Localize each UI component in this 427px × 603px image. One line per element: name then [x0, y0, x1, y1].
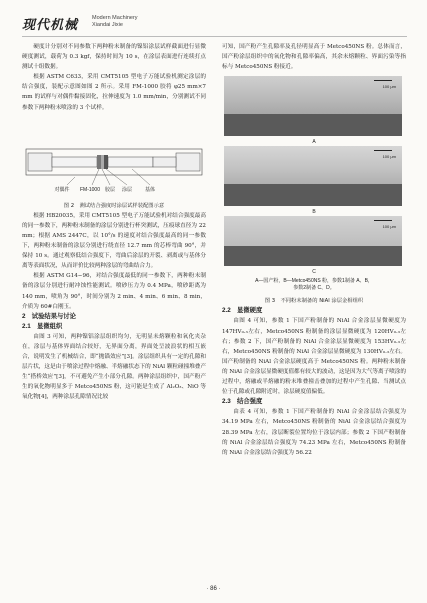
paragraph: 由表 4 可知，参数 1 下国产粉制备的 NiAl 合金涂层结合强度为 34.19 MPa 左右，Metco450NS 粉制备的 NiAl 合金涂层结合强度为 28.39 MPa 左右，涂层断裂位置均位于涂层内部；参数 2 下国产粉制备的 NiAl 合金涂层结合强度为 74.23 MPa 左右，Metco450NS 粉制备的 NiAl 合金涂层结合强度为 56.22: [222, 409, 406, 456]
subsection-heading: 2.2 显微硬度: [222, 307, 263, 315]
figure-3: [222, 74, 406, 296]
paragraph: 硬度计分别对不同参数下两种粉末制备的镍铝涂层试样截面进行显微硬度测试，载荷为 0.3 kgf，保持时间为 10 s，在涂层表面进行连续打点测试十组数据。: [22, 44, 206, 71]
right-column: [222, 42, 406, 458]
micrograph-c-label: C: [312, 269, 316, 276]
paragraph: 由图 3 可知，两种镍铝涂层组织均匀，无明显未熔颗粒和氧化夹杂在，涂层与基体界面结合较好，无界面分离，界面处呈波浪状的相互嵌合，说明发生了机械结合，即“抛锚效应”[3]。涂层组织具有一定的孔隙和层片状，这是由于喷涂过程中熔融、半熔融状态下的 NiAl 颗粒碰撞堆叠产生“搭桥效应”[3]，不可避免产生小部分孔隙。两种涂层组织中，国产粉产生的氧化物明显多于 Metco450NS 粉，这可能是生成了 Al₂O₃、NiO 等氧化物[4]，两种涂层孔隙情况比较: [22, 333, 206, 401]
micrograph-a-label: A: [312, 139, 316, 146]
subsection-heading: 2.3 结合强度: [222, 398, 263, 406]
figure-2: [22, 115, 206, 201]
page-number: · 86 ·: [206, 586, 221, 592]
journal-logo: 现代机械: [22, 18, 79, 33]
label-substrate: 基体: [144, 186, 155, 193]
figure-3-note: 参数2制备 C、D。: [293, 285, 335, 292]
paragraph: 根据 ASTM C633，采用 CMT5105 型电子万能试验机测定涂层的结合强度，装配示意图如图 2 所示。采用 FM-1000 胶将 φ25 mm×7 mm 的试样与对偶件黏接固化，拉伸速度为 1.0 mm/min，分别测试不同参数下两种粉末喷涂的 3 个试样。: [22, 74, 206, 111]
label-counterpart: 对偶件: [54, 186, 70, 193]
figure-3-note: A—国产粉，B—Metco450NS 粉，参数1制备 A、B，: [255, 278, 373, 285]
figure-2-caption: 图 2 测试结合强度时涂层试样装配图示意: [63, 202, 165, 209]
micrograph-b-label: B: [312, 209, 316, 216]
paragraph: 可知，国产粉产生孔隙率及孔径明显高于 Metco450NS 粉。总体而言，国产粉涂层组织中的氧化物和孔隙率偏高，其余未熔颗粒、界面污染等指标与 Metco450NS 粉接近。: [222, 44, 406, 71]
micrograph-c: 100 μm: [224, 216, 402, 266]
label-coating: 涂层: [121, 186, 132, 193]
paragraph: 根据 HB20035，采用 CMT5105 型电子万能试验机对结合强度最高的同一参数下，两种粉末制备的涂层分别进行杯突测试，压痕球直径为 22 mm；根据 AMS 2447C，以 10°/s 的速度对结合强度最高的同一参数下，两种粉末制备的涂层分别进行绕直径 12.7 mm 的芯棒弯曲 90°，并保持 10 s。通过观察低结合强度下，弯曲后涂层的开裂、剥离或与基体分离等表面状况，从而评价比较两种涂层的弯曲结合力。: [22, 212, 206, 270]
journal-name-en: Modern Machinery Xiandai Jixie: [92, 15, 138, 28]
label-adhesive: FM-1000: [79, 186, 100, 193]
figure-3-caption: 图 3 不同粉末制备的 NiAl 涂层金相组织: [264, 298, 364, 305]
page-header: [22, 10, 407, 37]
paragraph: 根据 ASTM G14−96，对结合强度最低的同一参数下，两种粉末制备的涂层分别进行耐冲蚀性能测试。喷砂压力为 0.4 MPa，喷砂距离为 140 mm，喷角为 90°，时间分别为 2 min、4 min、6 min、8 min，介质为 60#白刚玉。: [22, 273, 206, 310]
paragraph: 由图 4 可知，参数 1 下国产粉制备的 NiAl 合金涂层显微硬度为 147HV₀.₃左右，Metco450NS 粉制备的涂层显微硬度为 120HV₀.₃左右；参数 2 下，国产粉制备的 NiAl 合金涂层显微硬度为 153HV₀.₃左右，Metco450NS 粉制备的 NiAl 合金涂层显微硬度为 130HV₀.₃左右。国产粉制备的 NiAl 合金涂层硬度高于 Metco450NS 粉。两种粉末制备的 NiAl 合金涂层显微硬度值都有较大的波动，这是因为大气等离子喷涂的过程中，熔融或半熔融的粉末堆叠撞击叠加的过程中产生孔隙、当测试点位于孔隙或孔隙附近时，涂层硬度值偏低。: [222, 318, 406, 396]
micrograph-b: 100 μm: [224, 146, 402, 206]
micrograph-a: 100 μm: [224, 76, 402, 136]
subsection-heading: 2.1 显微组织: [22, 322, 63, 330]
left-column: [22, 42, 206, 403]
label-glue-layer: 胶层: [104, 186, 115, 193]
section-heading: 2 试验结果与讨论: [22, 312, 76, 320]
